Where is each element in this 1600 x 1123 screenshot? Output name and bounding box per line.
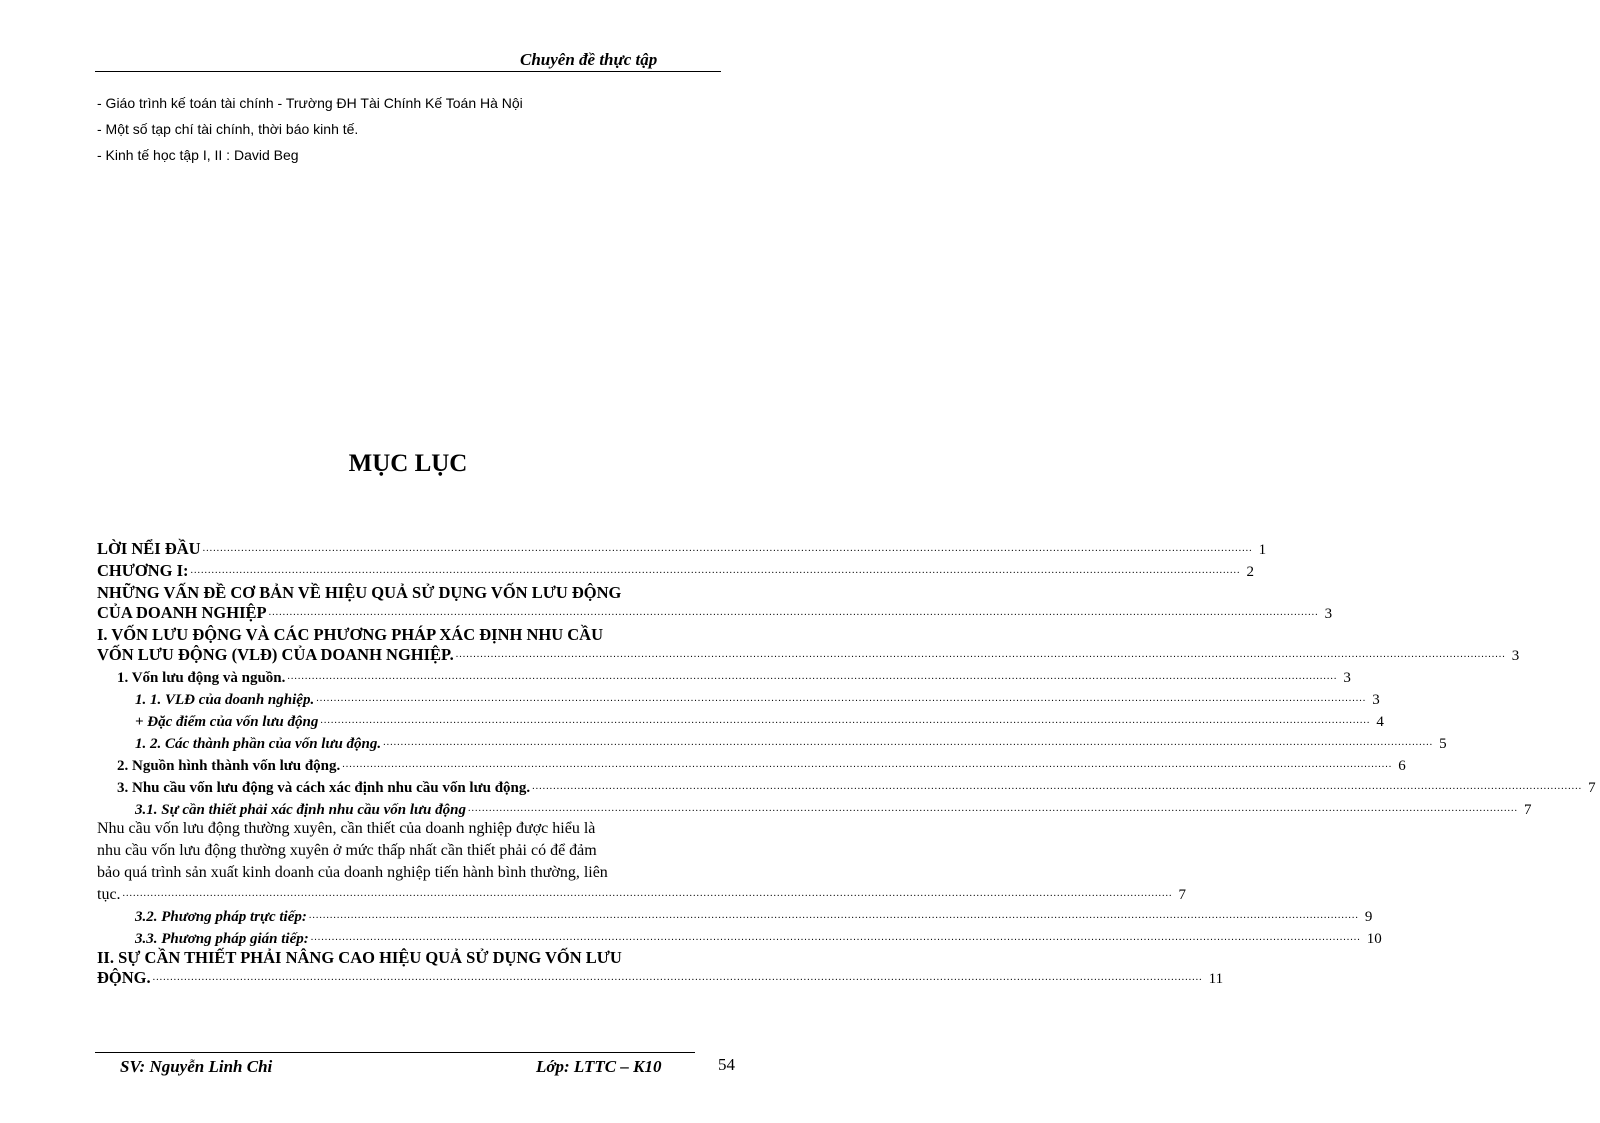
toc-entry-label: I. VỐN LƯU ĐỘNG VÀ CÁC PHƯƠNG PHÁP XÁC ĐỊNH NHU CẦU xyxy=(97,625,603,644)
toc-leader: ............................................................................................................................................................................................................................................................................................................ xyxy=(190,565,1241,576)
toc-entry-label: 3.1. Sự cần thiết phải xác định nhu cầu vốn lưu động xyxy=(135,802,466,818)
toc-entry-label: NHỮNG VẤN ĐỀ CƠ BẢN VỀ HIỆU QUẢ SỬ DỤNG VỐN LƯU ĐỘNG xyxy=(97,583,622,602)
toc-page-number: 1 xyxy=(1258,542,1267,558)
toc-page-number: 7 xyxy=(1523,802,1532,818)
toc-entry-label: 3.2. Phương pháp trực tiếp: xyxy=(135,909,307,925)
toc-entry[interactable] xyxy=(135,797,1532,819)
toc-entry-label: 1. 1. VLĐ của doanh nghiệp. xyxy=(135,692,315,708)
toc-paragraph-line: Nhu cầu vốn lưu động thường xuyên, cần thiết của doanh nghiệp được hiểu là xyxy=(97,820,596,837)
toc-leader: ............................................................................................................................................................................................................................................................................................................ xyxy=(320,715,1371,726)
toc-leader: ............................................................................................................................................................................................................................................................................................................ xyxy=(122,888,1173,899)
toc-entry[interactable] xyxy=(135,709,1384,731)
toc-page-number: 2 xyxy=(1246,564,1255,580)
toc-entry[interactable] xyxy=(97,601,1333,623)
toc-leader: ............................................................................................................................................................................................................................................................................................................ xyxy=(310,932,1361,943)
toc-leader: ............................................................................................................................................................................................................................................................................................................ xyxy=(342,759,1393,770)
toc-entry[interactable] xyxy=(97,643,1520,665)
toc-page-number: 3 xyxy=(1343,670,1351,686)
toc-entry-label: 1. Vốn lưu động và nguồn. xyxy=(117,670,286,686)
toc-entry[interactable] xyxy=(97,559,1255,581)
toc-page-number: 3 xyxy=(1324,606,1333,622)
toc-leader: ............................................................................................................................................................................................................................................................................................................ xyxy=(316,693,1367,704)
header-rule xyxy=(95,71,721,72)
footer-student-name: SV: Nguyễn Linh Chi xyxy=(120,1057,273,1076)
footer-rule xyxy=(95,1052,695,1053)
toc-entry-label: LỜI NỂI ĐẦU xyxy=(97,539,201,558)
toc-page-number: 6 xyxy=(1398,758,1406,774)
toc-entry[interactable] xyxy=(97,882,1187,904)
toc-page-number: 7 xyxy=(1588,780,1596,796)
toc-leader: ............................................................................................................................................................................................................................................................................................................ xyxy=(532,781,1583,792)
toc-page-number: 5 xyxy=(1439,736,1447,752)
toc-leader: ............................................................................................................................................................................................................................................................................................................ xyxy=(455,649,1506,660)
toc-paragraph-line: bảo quá trình sản xuất kinh doanh của doanh nghiệp tiến hành bình thường, liên xyxy=(97,864,608,881)
footer-class: Lớp: LTTC – K10 xyxy=(536,1057,662,1076)
toc-leader: ............................................................................................................................................................................................................................................................................................................ xyxy=(467,803,1518,814)
toc-leader: ............................................................................................................................................................................................................................................................................................................ xyxy=(383,737,1434,748)
toc-page-number: 3 xyxy=(1372,692,1380,708)
header-title: Chuyên đề thực tập xyxy=(520,50,658,69)
toc-leader: ............................................................................................................................................................................................................................................................................................................ xyxy=(287,671,1338,682)
toc-leader: ............................................................................................................................................................................................................................................................................................................ xyxy=(268,607,1319,618)
reference-item: - Giáo trình kế toán tài chính - Trường ĐH Tài Chính Kế Toán Hà Nội xyxy=(97,95,523,111)
toc-entry[interactable] xyxy=(135,731,1447,753)
reference-item: - Kinh tế học tập I, II : David Beg xyxy=(97,147,299,163)
toc-entry-label: II. SỰ CẦN THIẾT PHẢI NÂNG CAO HIỆU QUẢ SỬ DỤNG VỐN LƯU xyxy=(97,948,622,967)
toc-entry[interactable] xyxy=(135,904,1373,926)
toc-page-number: 10 xyxy=(1366,931,1382,947)
toc-leader: ............................................................................................................................................................................................................................................................................................................ xyxy=(202,543,1253,554)
toc-entry-label: 2. Nguồn hình thành vốn lưu động. xyxy=(117,758,341,774)
toc-page-number: 3 xyxy=(1511,648,1520,664)
toc-leader: ............................................................................................................................................................................................................................................................................................................ xyxy=(152,972,1203,983)
toc-paragraph-line: nhu cầu vốn lưu động thường xuyên ở mức thấp nhất cần thiết phải có để đảm xyxy=(97,842,597,859)
toc-page-number: 11 xyxy=(1208,971,1224,987)
toc-entry-label: ĐỘNG. xyxy=(97,968,151,987)
toc-entry-label: 1. 2. Các thành phần của vốn lưu động. xyxy=(135,736,382,752)
toc-entry-label: CỦA DOANH NGHIỆP xyxy=(97,603,267,622)
toc-page-number: 9 xyxy=(1364,909,1373,925)
footer-page-number: 54 xyxy=(718,1055,735,1074)
toc-entry-label: 3. Nhu cầu vốn lưu động và cách xác định nhu cầu vốn lưu động. xyxy=(117,780,531,796)
toc-entry[interactable] xyxy=(97,537,1267,559)
toc-page-number: 4 xyxy=(1376,714,1384,730)
toc-entry[interactable] xyxy=(97,966,1224,988)
toc-title: MỤC LỤC xyxy=(348,450,468,477)
toc-entry[interactable] xyxy=(117,775,1596,797)
toc-entry-label: + Đặc điểm của vốn lưu động xyxy=(135,714,319,730)
toc-entry[interactable] xyxy=(135,926,1382,948)
reference-item: - Một số tạp chí tài chính, thời báo kinh tế. xyxy=(97,121,359,137)
toc-entry[interactable] xyxy=(135,687,1380,709)
toc-page-number: 7 xyxy=(1178,887,1187,903)
toc-entry-label: 3.3. Phương pháp gián tiếp: xyxy=(135,931,309,947)
toc-entry-label: VỐN LƯU ĐỘNG (VLĐ) CỦA DOANH NGHIỆP. xyxy=(97,645,454,664)
toc-entry[interactable] xyxy=(117,753,1406,775)
toc-entry-label: tục. xyxy=(97,886,121,903)
toc-entry[interactable] xyxy=(117,665,1351,687)
toc-leader: ............................................................................................................................................................................................................................................................................................................ xyxy=(308,910,1359,921)
toc-entry-label: CHƯƠNG I: xyxy=(97,561,189,580)
